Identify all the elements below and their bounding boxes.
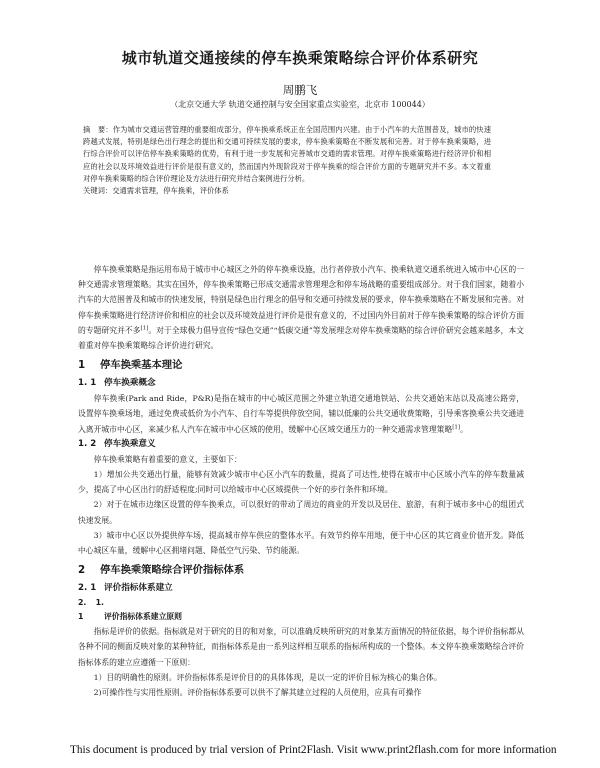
keywords-line: [83, 185, 491, 197]
section-2-1-number: 2. 1: [78, 583, 97, 594]
abstract-label: 摘 要：: [83, 125, 113, 134]
section-1-2-title: 停车换乘意义: [104, 438, 156, 449]
section-2-1-1-point-2: 2)可操作性与实用性原则。评价指标体系要可以供不了解其建立过程的人员使用，应具有可操作: [93, 688, 422, 698]
abstract-text: 作为城市交通运营管理的重要组成部分，停车换乘系统正在全国范围内兴建。由于小汽车的大范围普及，城市的快速跨越式发展，特别是绿色出行理念的提出和交通可持续发展的要求，停车换乘策略在不断发展和完善。对于停车换乘策略，进行综合评价可以评估停车换乘策略的优势，有利于进一步发展和完善城市交通的需求管理。对停车换乘策略进行经济评价和相应的社会以及环境效益进行评价是很有意义的，然而国内外现阶段对于停车换乘的综合评价方面的专题研究并不多。本文着重对停车换乘策略的综合评价理论及方法进行研究并结合案例进行分析。: [83, 125, 492, 183]
section-1-2-point-1: 1）增加公共交通出行量，能够有效减少城市中心区小汽车的数量，提高了可达性,使得在城市中心区域小汽车的停车数量减少，提高了中心区出行的舒适程度;同时可以给城市中心区域提供一个好的步行条件和环境。: [78, 470, 524, 495]
section-1-1-paragraph: [78, 391, 524, 437]
section-2-1-heading: [78, 581, 524, 596]
paper-title: 城市轨道交通接续的停车换乘策略综合评价体系研究: [121, 49, 479, 67]
abstract-block: [83, 124, 491, 197]
section-1-1-text-end: 。: [460, 424, 468, 434]
section-1-title: 停车换乘基本理论: [100, 359, 183, 372]
abstract-paragraph: [83, 124, 491, 185]
section-1-2-heading: [78, 437, 524, 452]
section-2-1-1-point-1: 1）目的明确性的原则。评价指标体系是评价目的的具体体现，是以一定的评价目标为核心的集合体。: [93, 672, 442, 682]
section-1-2-number: 1. 2: [78, 438, 97, 449]
section-1-1-heading: [78, 376, 524, 391]
section-1-1-title: 停车换乘概念: [104, 378, 156, 389]
author-affiliation: （北京交通大学 轨道交通控制与安全国家重点实验室，北京市 100044）: [170, 100, 430, 109]
section-1-1-number: 1. 1: [78, 378, 97, 389]
section-1-heading: [78, 357, 524, 373]
section-2-1-title: 评价指标体系建立: [104, 583, 173, 594]
trial-watermark-footer: This document is produced by trial version of Print2Flash. Visit www.print2flash.com for more information: [70, 744, 557, 756]
section-2-1-1-title: 评价指标体系建立原则: [104, 612, 182, 622]
section-1-2-point-3: 3）城市中心区以外提供停车场，提高城市停车供应的整体水平。有效节约停车用地，便于中心区的其它商业价值开发。降低中心城区车量，缓解中心区拥堵问题、降低空气污染、节约能源。: [78, 530, 524, 556]
section-1-2-intro: 停车换乘策略有着重要的意义，主要如下：: [93, 454, 242, 464]
paper-body: [78, 262, 524, 700]
section-2-number: 2: [78, 564, 86, 577]
section-2-1-1-number: 2. 1. 1: [78, 598, 104, 622]
section-1-2-point-2: 2）对于在城市边缘区设置的停车换乘点，可以很好的带动了周边的商业的开发以及居住、旅游，有利于城市多中心的组团式快速发展。: [78, 500, 524, 525]
section-1-number: 1: [78, 359, 86, 372]
intro-text-end: 。对于全球极力倡导宣传“绿色交通”“低碳交通”等发展理念对停车换乘策略的综合评价研究会越来越多，本文着重对停车换乘策略综合评价进行研究。: [78, 325, 524, 351]
keywords-text: 交通需求管理，停车换乘，评价体系: [112, 186, 229, 196]
intro-paragraph: [78, 262, 524, 353]
intro-text: 停车换乘策略是指运用布局于城市中心城区之外的停车换乘设施，出行者停放小汽车、换乘轨道交通系统进入城市中心区的一种交通需求管理策略。其实在国外，停车换乘策略已形成交通需求管理理念和停车场战略的重要组成部分。对于我们国家，随着小汽车的大范围普及和城市的快速发展，特别是绿色出行理念的倡导和交通可持续发展的要求，停车换乘策略在不断发展和完善。对停车换乘策略进行经济评价和相应的社会以及环境效益进行评价是很有意义的，不过国内外目前对于停车换乘策略的综合评价方面的专题研究并不多: [78, 265, 524, 335]
keywords-label: 关键词：: [83, 186, 113, 196]
intro-citation: [1]: [140, 325, 149, 332]
section-1-1-text: 停车换乘(Park and Ride，P&R)是指在城市的中心城区范围之外建立轨道交通地铁站、公共交通始末站以及高速公路旁，设置停车换乘场地，通过免费或低价为小汽车、自行车等提供停放空间，辅以低廉的公共交通收费策略，引导乘客换乘公共交通进入离开城市中心区，来减少私人汽车在城市中心区域的使用，缓解中心区域交通压力的一种交通需求管理策略: [78, 394, 524, 434]
section-2-1-1-heading: [78, 596, 524, 624]
section-2-1-1-paragraph: 指标是评价的依据。指标就是对于研究的目的和对象，可以准确反映所研究的对象某方面情况的特征依据，每个评价指标都从各种不同的侧面反映对象的某种特征，而指标体系是由一系列这样相互联系的指标所构成的一个整体。本文停车换乘策略综合评价指标体系的建立应遵循一下原则：: [78, 627, 524, 667]
section-1-1-citation: [1]: [452, 424, 461, 431]
section-2-title: 停车换乘策略综合评价指标体系: [100, 564, 245, 577]
author-name: 周鹏飞: [282, 83, 318, 97]
section-2-heading: [78, 562, 524, 578]
